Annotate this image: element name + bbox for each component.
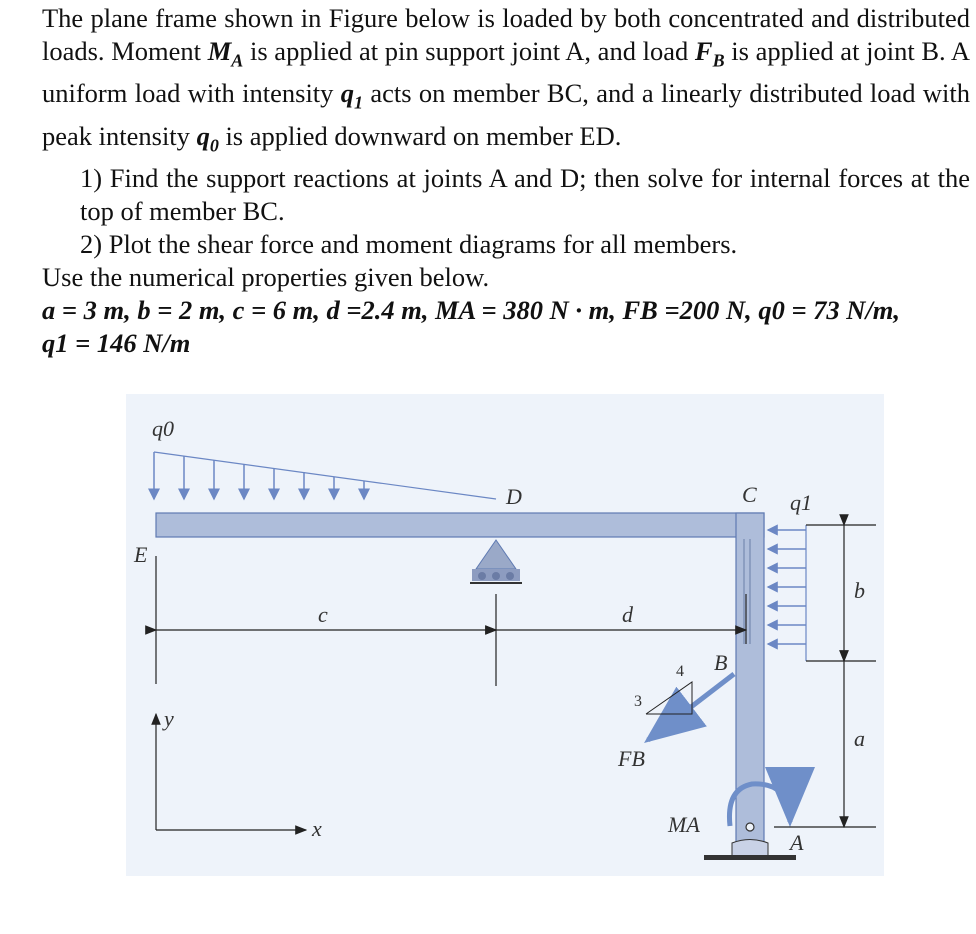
label-y: y [164,706,174,731]
label-MA: MA [668,812,700,837]
label-q0: q0 [152,416,174,441]
label-x: x [312,816,322,841]
label-C: C [742,482,757,507]
label-c: c [318,602,328,627]
parameters-line-2: q1 = 146 N/m [42,327,191,358]
label-FB: FB [618,746,645,771]
label-slope-4: 4 [676,663,684,680]
frame-figure [126,394,884,876]
label-D: D [506,484,522,509]
figure-background [126,394,884,876]
label-a: a [854,726,865,751]
label-d: d [622,602,633,627]
question-2: 2) Plot the shear force and moment diagrams for all members. [80,228,738,259]
problem-statement [42,2,970,360]
parameters-line-1: a = 3 m, b = 2 m, c = 6 m, d =2.4 m, MA = 380 N · m, FB =200 N, q0 = 73 N/m, [42,294,901,325]
label-q1: q1 [790,490,812,515]
label-A: A [790,830,804,855]
label-b: b [854,578,865,603]
member-ED [156,513,764,537]
problem-intro: The plane frame shown in Figure below is loaded by both concentrated and distributed loads. Moment $M_A$ is applied at pin support joint A, and load $F_B$ is applied at joint B. A uniform load with intensity $q_1$ acts on member BC, and a linearly distributed load with peak intensity $q_0$ is applied downward on member ED. [42,3,970,155]
label-slope-3: 3 [634,693,642,710]
question-1: 1) Find the support reactions at joints A and D; then solve for internal forces at the top of member BC. [80,162,970,226]
label-B: B [714,650,728,675]
label-E: E [134,542,148,567]
instruction: Use the numerical properties given below. [42,261,490,292]
